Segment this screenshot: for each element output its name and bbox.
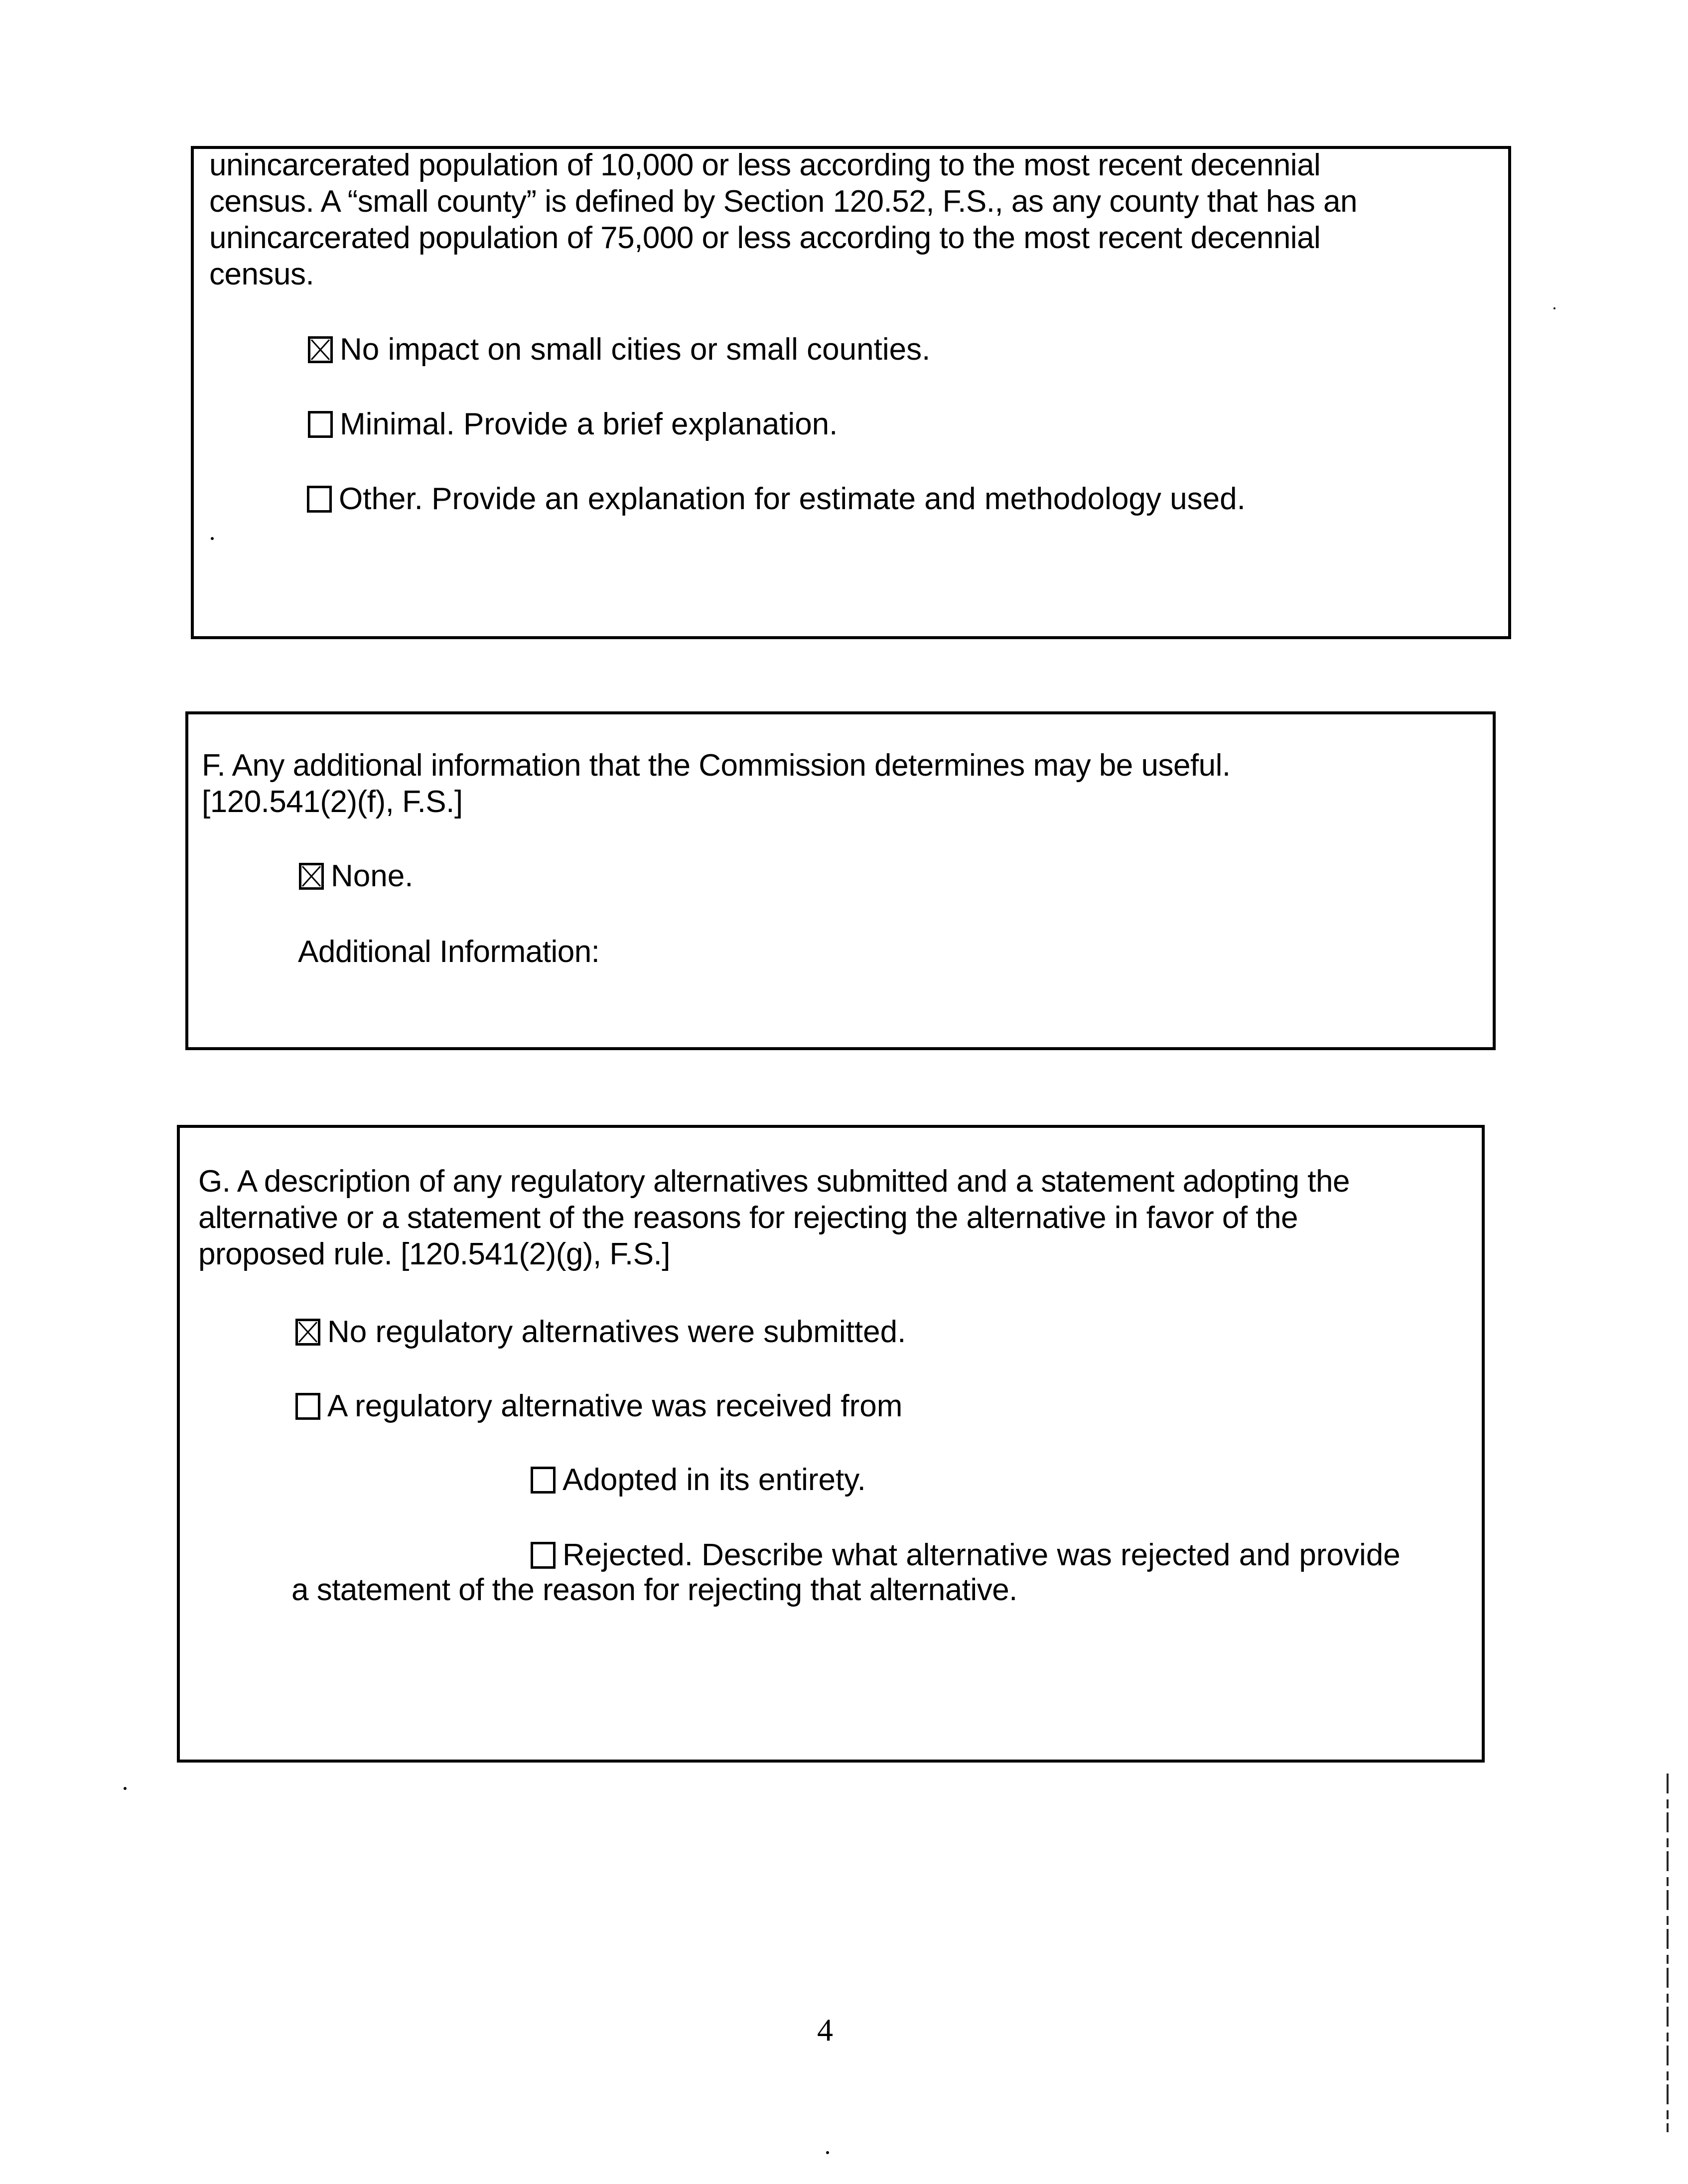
scan-edge-line: [1667, 1774, 1669, 2132]
page-number: 4: [817, 2012, 833, 2048]
option-alternative-received[interactable]: [295, 1388, 902, 1424]
empty-checkbox-icon[interactable]: [531, 1542, 556, 1569]
section-e-paragraph: [209, 147, 1357, 292]
option-label: No regulatory alternatives were submitted.: [327, 1315, 906, 1349]
empty-checkbox-icon[interactable]: [531, 1467, 556, 1494]
empty-checkbox-icon[interactable]: [295, 1393, 320, 1420]
empty-checkbox-icon[interactable]: [307, 486, 332, 513]
option-no-impact[interactable]: [308, 331, 930, 368]
empty-checkbox-icon[interactable]: [308, 411, 333, 438]
option-rejected[interactable]: [531, 1537, 1401, 1573]
scan-speck: [826, 2151, 829, 2154]
heading-line: F. Any additional information that the Commission determines may be useful.: [202, 748, 1231, 783]
heading-line: proposed rule. [120.541(2)(g), F.S.]: [198, 1237, 670, 1271]
checked-box-icon[interactable]: [299, 863, 324, 890]
option-label: Adopted in its entirety.: [563, 1463, 866, 1497]
checked-box-icon[interactable]: [308, 336, 333, 363]
rejected-continuation: a statement of the reason for rejecting that alternative.: [291, 1573, 1017, 1607]
option-label: None.: [331, 859, 414, 893]
option-adopted[interactable]: [531, 1462, 866, 1498]
scan-speck: [124, 1787, 127, 1790]
paragraph-line: census.: [209, 257, 314, 291]
paragraph-line: unincarcerated population of 75,000 or less according to the most recent decennial: [209, 221, 1321, 255]
option-minimal[interactable]: [308, 406, 838, 442]
option-none[interactable]: [299, 858, 413, 894]
section-f-heading: [202, 747, 1231, 820]
paragraph-line: census. A “small county” is defined by Section 120.52, F.S., as any county that has an: [209, 184, 1358, 219]
heading-line: alternative or a statement of the reasons for rejecting the alternative in favor of the: [198, 1201, 1298, 1235]
additional-information-label: Additional Information:: [298, 935, 600, 969]
option-other[interactable]: [307, 481, 1246, 517]
option-label: Rejected. Describe what alternative was rejected and provide: [563, 1538, 1401, 1572]
option-label: Other. Provide an explanation for estimate and methodology used.: [339, 482, 1246, 516]
option-no-alternatives[interactable]: [295, 1314, 906, 1350]
section-g-heading: [198, 1163, 1350, 1272]
option-label: No impact on small cities or small counties.: [340, 332, 931, 367]
option-label: Minimal. Provide a brief explanation.: [340, 407, 838, 441]
checked-box-icon[interactable]: [295, 1319, 320, 1346]
paragraph-line: unincarcerated population of 10,000 or less according to the most recent decennial: [209, 148, 1321, 182]
heading-line: [120.541(2)(f), F.S.]: [202, 785, 463, 819]
scan-speck: [211, 537, 214, 540]
scan-speck: [1553, 307, 1555, 309]
heading-line: G. A description of any regulatory alternatives submitted and a statement adopting the: [198, 1164, 1350, 1199]
option-label: A regulatory alternative was received from: [327, 1389, 903, 1423]
